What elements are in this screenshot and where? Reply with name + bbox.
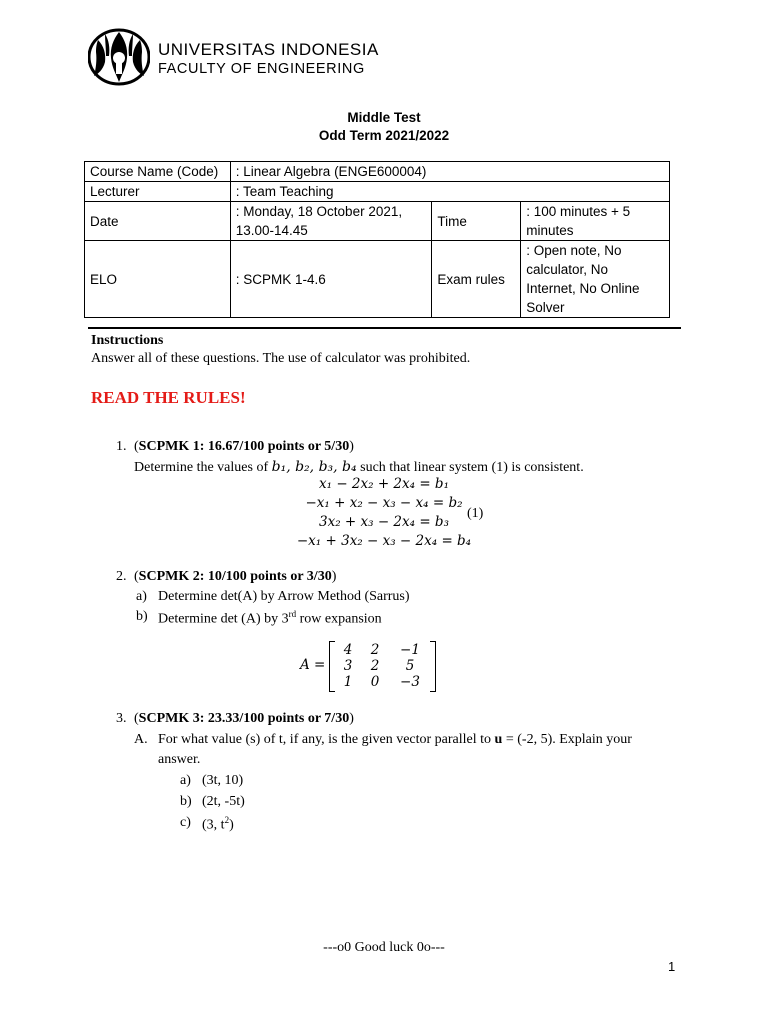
matrix-cell-r2-c2: 2 <box>370 658 380 674</box>
q3-item-b-text: (2t, -5t) <box>202 794 245 809</box>
q3-item-a-label: a) <box>180 773 191 788</box>
horizontal-divider <box>88 327 681 329</box>
q3-item-c-label: c) <box>180 815 191 830</box>
q1-title-bold: SCPMK 1: 16.67/100 points or 5/30 <box>138 439 350 454</box>
good-luck-footer: ---o0 Good luck 0o--- <box>323 940 445 955</box>
matrix-cell-r2-c3: 5 <box>405 658 415 674</box>
read-rules-heading: READ THE RULES! <box>91 388 246 407</box>
q2-number: 2. <box>116 569 127 584</box>
date-value <box>230 202 432 241</box>
course-label: Course Name (Code) <box>85 162 231 182</box>
rules-value <box>521 241 670 318</box>
q3-item-c-sup: 2 <box>224 815 230 825</box>
q3-a-text-3: answer. <box>158 752 201 767</box>
q2-b-text-1: Determine det (A) by 3 <box>158 611 289 627</box>
q3-a-label: A. <box>134 732 148 747</box>
q3-item-a-text: (3t, 10) <box>202 773 244 788</box>
q1-equation-1: x₁ − 2x₂ + 2x₄ = b₁ <box>319 476 449 492</box>
q1-title: (SCPMK 1: 16.67/100 points or 5/30) <box>134 439 354 454</box>
matrix-left-bracket <box>329 641 335 692</box>
rules-label: Exam rules <box>432 241 521 318</box>
rules-value-line1: : Open note, No <box>526 243 622 258</box>
course-value: : Linear Algebra (ENGE600004) <box>230 162 669 182</box>
rules-value-line2: calculator, No <box>526 262 608 277</box>
matrix-cell-r2-c1: 3 <box>343 658 353 674</box>
course-row <box>85 162 670 182</box>
q1-equation-3: 3x₂ + x₃ − 2x₄ = b₃ <box>319 514 449 530</box>
elo-row <box>85 241 670 318</box>
time-value-line1: : 100 minutes + 5 <box>526 204 631 219</box>
q2-b-text <box>158 609 382 628</box>
date-value-line1: : Monday, 18 October 2021, <box>235 204 403 219</box>
page-number: 1 <box>668 959 676 974</box>
time-value-line2: minutes <box>526 223 574 238</box>
q1-vars: b₁, b₂, b₃, b₄ <box>271 459 357 475</box>
matrix-cell-r3-c3: −3 <box>400 674 420 690</box>
matrix-cell-r3-c1: 1 <box>343 674 353 690</box>
matrix-cell-r1-c1: 4 <box>343 642 353 658</box>
lecturer-row <box>85 182 670 202</box>
q1-equation-2: −x₁ + x₂ − x₃ − x₄ = b₂ <box>305 495 463 511</box>
q2-b-text-2: row expansion <box>296 611 382 627</box>
q2-b-label: b) <box>136 609 148 624</box>
instructions-heading: Instructions <box>91 333 164 348</box>
date-value-line2: 13.00-14.45 <box>235 223 308 238</box>
rules-value-line4: Solver <box>526 300 565 315</box>
q1-equation-label: (1) <box>467 506 484 521</box>
instructions-text: Answer all of these questions. The use of calculator was prohibited. <box>91 351 471 366</box>
q3-title: (SCPMK 3: 23.33/100 points or 7/30) <box>134 711 354 726</box>
q1-text-before: Determine the values of <box>134 460 272 475</box>
matrix-cell-r3-c2: 0 <box>370 674 380 690</box>
faculty-name: FACULTY OF ENGINEERING <box>158 61 365 77</box>
rules-value-line3: Internet, No Online <box>526 281 640 296</box>
time-value <box>521 202 670 241</box>
matrix-cell-r1-c3: −1 <box>400 642 420 658</box>
q3-item-b-label: b) <box>180 794 192 809</box>
q3-number: 3. <box>116 711 127 726</box>
q3-a-text-1: For what value (s) of t, if any, is the given vector parallel to <box>158 732 495 747</box>
q3-a-text <box>158 732 632 748</box>
q3-a-vector-u: u <box>494 732 503 747</box>
q2-b-sup: rd <box>288 609 297 619</box>
elo-label: ELO <box>85 241 231 318</box>
lecturer-value: : Team Teaching <box>230 182 669 202</box>
lecturer-label: Lecturer <box>85 182 231 202</box>
q2-title-bold: SCPMK 2: 10/100 points or 3/30 <box>138 569 332 584</box>
q2-a-text: Determine det(A) by Arrow Method (Sarrus) <box>158 589 410 604</box>
matrix-right-bracket <box>430 641 436 692</box>
date-label: Date <box>85 202 231 241</box>
q3-title-bold: SCPMK 3: 23.33/100 points or 7/30 <box>138 711 350 726</box>
q2-a-label: a) <box>136 589 147 604</box>
university-name: UNIVERSITAS INDONESIA <box>158 40 379 59</box>
q3-a-text-2: = (-2, 5). Explain your <box>502 732 632 747</box>
university-logo <box>88 28 150 86</box>
matrix-cell-r1-c2: 2 <box>370 642 380 658</box>
matrix-a <box>329 641 436 691</box>
date-row <box>85 202 670 241</box>
exam-term: Odd Term 2021/2022 <box>318 128 450 143</box>
q1-equation-4: −x₁ + 3x₂ − x₃ − 2x₄ = b₄ <box>296 533 472 549</box>
q3-item-c-text <box>202 815 234 834</box>
q2-title: (SCPMK 2: 10/100 points or 3/30) <box>134 569 337 584</box>
q3-item-c-tail: ) <box>229 817 234 833</box>
exam-info-table <box>84 161 670 318</box>
elo-value: : SCPMK 1-4.6 <box>230 241 432 318</box>
q1-text <box>134 459 584 476</box>
time-label: Time <box>432 202 521 241</box>
matrix-name: A = <box>300 657 326 673</box>
q3-item-c-main: (3, t <box>202 817 225 833</box>
q1-number: 1. <box>116 439 127 454</box>
q1-text-after: such that linear system (1) is consistent. <box>356 460 584 475</box>
exam-title: Middle Test <box>347 110 421 125</box>
